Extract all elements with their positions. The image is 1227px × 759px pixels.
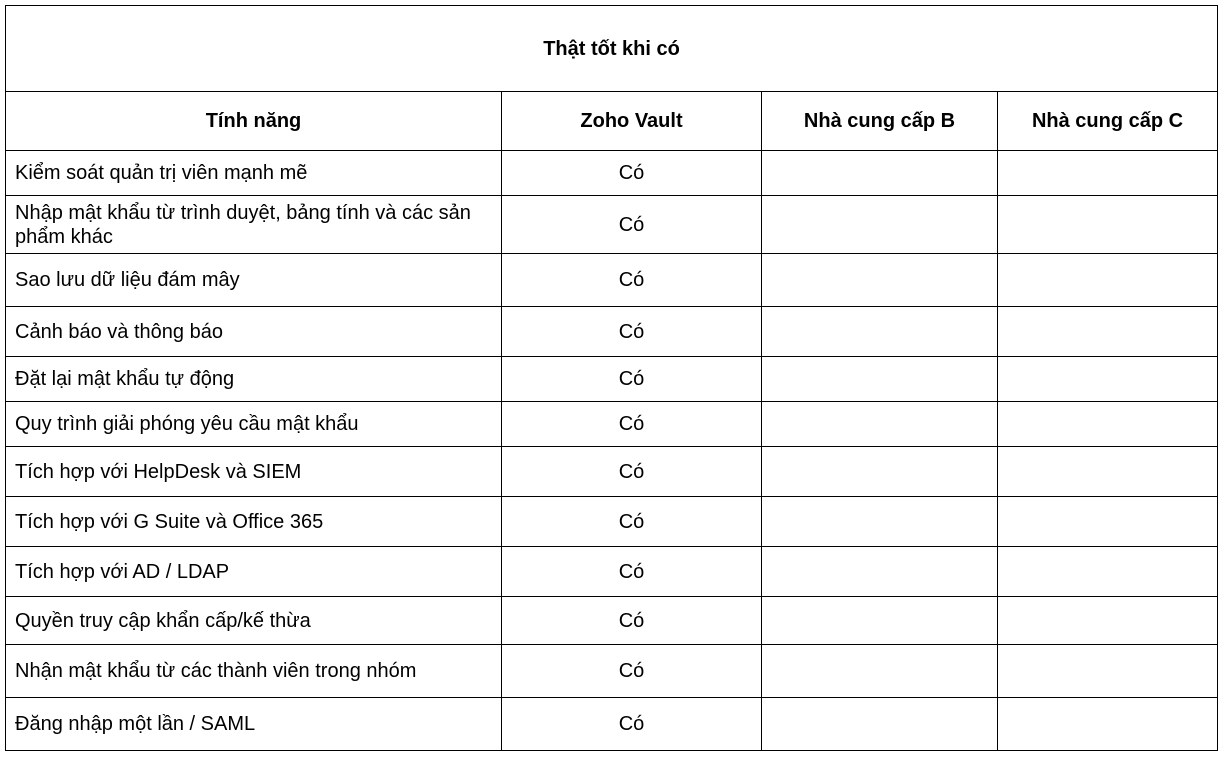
vendor-b-cell (762, 307, 998, 357)
table-row (6, 597, 1218, 645)
header-vendor-b: Nhà cung cấp B (762, 92, 998, 151)
zoho-vault-cell: Có (502, 447, 762, 497)
vendor-c-cell (998, 196, 1218, 254)
table-row (6, 402, 1218, 447)
vendor-c-cell (998, 307, 1218, 357)
feature-cell: Tích hợp với G Suite và Office 365 (6, 497, 502, 547)
vendor-b-cell (762, 151, 998, 196)
vendor-b-cell (762, 357, 998, 402)
vendor-b-cell (762, 447, 998, 497)
zoho-vault-cell: Có (502, 497, 762, 547)
vendor-c-cell (998, 698, 1218, 751)
table-row (6, 497, 1218, 547)
vendor-c-cell (998, 447, 1218, 497)
feature-cell: Nhận mật khẩu từ các thành viên trong nhóm (6, 645, 502, 698)
feature-cell: Tích hợp với HelpDesk và SIEM (6, 447, 502, 497)
vendor-b-cell (762, 597, 998, 645)
feature-cell: Quy trình giải phóng yêu cầu mật khẩu (6, 402, 502, 447)
header-vendor-c: Nhà cung cấp C (998, 92, 1218, 151)
vendor-b-cell (762, 196, 998, 254)
zoho-vault-cell: Có (502, 254, 762, 307)
zoho-vault-cell: Có (502, 357, 762, 402)
vendor-b-cell (762, 402, 998, 447)
zoho-vault-cell: Có (502, 698, 762, 751)
vendor-c-cell (998, 497, 1218, 547)
feature-cell: Tích hợp với AD / LDAP (6, 547, 502, 597)
table-row (6, 547, 1218, 597)
feature-cell: Đăng nhập một lần / SAML (6, 698, 502, 751)
zoho-vault-cell: Có (502, 547, 762, 597)
feature-cell: Sao lưu dữ liệu đám mây (6, 254, 502, 307)
zoho-vault-cell: Có (502, 307, 762, 357)
table-row (6, 447, 1218, 497)
table-row (6, 698, 1218, 751)
zoho-vault-cell: Có (502, 151, 762, 196)
vendor-b-cell (762, 547, 998, 597)
table-row (6, 645, 1218, 698)
vendor-c-cell (998, 151, 1218, 196)
vendor-b-cell (762, 645, 998, 698)
feature-cell: Quyền truy cập khẩn cấp/kế thừa (6, 597, 502, 645)
vendor-c-cell (998, 402, 1218, 447)
zoho-vault-cell: Có (502, 402, 762, 447)
zoho-vault-cell: Có (502, 597, 762, 645)
zoho-vault-cell: Có (502, 645, 762, 698)
vendor-b-cell (762, 497, 998, 547)
table-body (6, 151, 1218, 751)
feature-cell: Nhập mật khẩu từ trình duyệt, bảng tính và các sản phẩm khác (6, 196, 502, 254)
table-row (6, 254, 1218, 307)
table-row (6, 196, 1218, 254)
table-row (6, 307, 1218, 357)
zoho-vault-cell: Có (502, 196, 762, 254)
table-row (6, 151, 1218, 196)
vendor-c-cell (998, 597, 1218, 645)
feature-cell: Đặt lại mật khẩu tự động (6, 357, 502, 402)
feature-cell: Cảnh báo và thông báo (6, 307, 502, 357)
vendor-c-cell (998, 547, 1218, 597)
vendor-c-cell (998, 645, 1218, 698)
feature-cell: Kiểm soát quản trị viên mạnh mẽ (6, 151, 502, 196)
table-row (6, 357, 1218, 402)
header-feature: Tính năng (6, 92, 502, 151)
title-row (6, 6, 1218, 92)
header-row (6, 92, 1218, 151)
vendor-b-cell (762, 698, 998, 751)
feature-comparison-table (5, 5, 1218, 751)
table-title: Thật tốt khi có (6, 6, 1218, 92)
vendor-c-cell (998, 357, 1218, 402)
vendor-b-cell (762, 254, 998, 307)
vendor-c-cell (998, 254, 1218, 307)
header-zoho-vault: Zoho Vault (502, 92, 762, 151)
